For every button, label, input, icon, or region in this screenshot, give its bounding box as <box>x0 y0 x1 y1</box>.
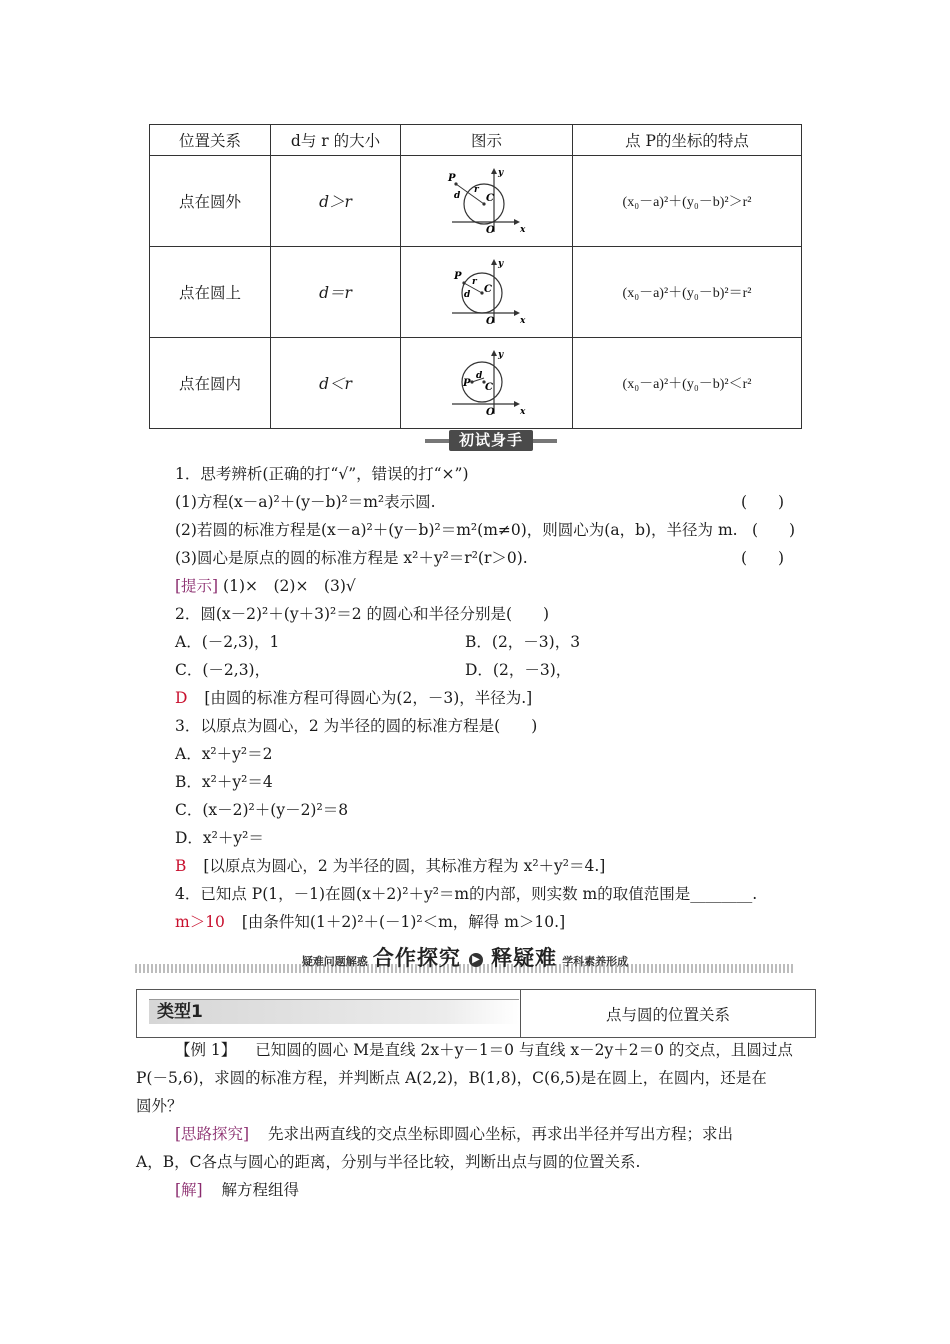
size-cell: d＞r <box>271 156 401 247</box>
solution-line <box>175 1180 299 1200</box>
table-row <box>150 156 802 247</box>
size-cell: d＜r <box>271 338 401 429</box>
banner-left-bar <box>425 439 451 443</box>
banner-right-bar <box>531 439 557 443</box>
divider-left-caption: 疑难问题解惑 <box>301 955 368 968</box>
q1-item-1: (1)方程(x－a)²＋(y－b)²＝m²表示圆. <box>175 493 436 511</box>
example-tag: 【例 1】 <box>175 1041 237 1059</box>
point-on-circle-figure <box>442 257 532 327</box>
label-d: d <box>453 191 460 201</box>
divider-text <box>135 942 795 972</box>
formula-cell: (x₀－a)²＋(y₀－b)²＜r² <box>573 338 802 429</box>
relation-cell: 点在圆内 <box>150 338 271 429</box>
figure-cell <box>401 156 573 247</box>
q1-item-3-paren: ( ) <box>741 549 785 567</box>
header-figure: 图示 <box>401 125 573 156</box>
figure-cell <box>401 338 573 429</box>
size-cell: d＝r <box>271 247 401 338</box>
solution-text: 解方程组得 <box>221 1181 300 1199</box>
example-line-1 <box>175 1040 793 1060</box>
divider-title-1: 合作探究 <box>372 946 461 970</box>
label-p: P <box>462 378 471 389</box>
q2-option-d: D．(2，－3)， <box>465 661 572 679</box>
q4-answer: m＞10 <box>175 913 225 931</box>
label-o: O <box>485 407 495 418</box>
q4-title: 4．已知点 P(1，－1)在圆(x＋2)²＋y²＝m的内部，则实数 m的取值范围是________. <box>175 885 758 903</box>
arrow-right-icon: ▶ <box>469 953 483 967</box>
idea-line-1 <box>175 1124 733 1144</box>
q1-title: 1．思考辨析(正确的打“√”，错误的打“×”) <box>175 465 469 483</box>
header-size: d与 r 的大小 <box>271 125 401 156</box>
type-tab-label: 类型1 <box>157 1002 203 1022</box>
label-p: P <box>453 271 462 282</box>
hint-tag: [提示] <box>175 577 219 595</box>
q2-option-b: B．(2，－3)，3 <box>465 633 581 651</box>
table-row <box>150 338 802 429</box>
q1-item-2-paren: ( ) <box>752 521 796 539</box>
hint-text: (1)× (2)× (3)√ <box>223 577 356 595</box>
label-c: C <box>483 284 492 295</box>
q1-item-2: (2)若圆的标准方程是(x－a)²＋(y－b)²＝m²(m≠0)，则圆心为(a，b)，半径为 m. <box>175 521 738 539</box>
label-c: C <box>485 193 494 204</box>
label-r: r <box>473 185 479 195</box>
q1-item-3: (3)圆心是原点的圆的标准方程是 x²＋y²＝r²(r＞0). <box>175 549 528 567</box>
label-y: y <box>497 168 503 178</box>
solution-tag: [解] <box>175 1181 203 1199</box>
label-d: d <box>463 290 470 300</box>
table-header-row <box>150 125 802 156</box>
label-d: d <box>475 371 482 381</box>
relation-cell: 点在圆外 <box>150 156 271 247</box>
banner-label: 初试身手 <box>449 430 533 451</box>
q3-option-a: A．x²＋y²＝2 <box>175 745 273 763</box>
section-divider <box>135 942 795 976</box>
q3-explanation: [以原点为圆心，2 为半径的圆，其标准方程为 x²＋y²＝4.] <box>203 857 606 875</box>
label-c: C <box>484 382 493 393</box>
header-feature: 点 P的坐标的特点 <box>573 125 802 156</box>
formula-cell: (x₀－a)²＋(y₀－b)²＞r² <box>573 156 802 247</box>
q2-answer-row <box>175 688 532 708</box>
idea-tag: [思路探究] <box>175 1125 250 1143</box>
divider-right-caption: 学科素养形成 <box>562 955 629 968</box>
type-title: 点与圆的位置关系 <box>605 1006 730 1024</box>
label-x: x <box>519 316 525 326</box>
label-o: O <box>485 316 495 327</box>
idea-line-2: A，B，C各点与圆心的距离，分别与半径比较，判断出点与圆的位置关系. <box>136 1153 641 1171</box>
table-row <box>150 247 802 338</box>
label-y: y <box>497 350 503 360</box>
example-text-1: 已知圆的圆心 M是直线 2x＋y－1＝0 与直线 x－2y＋2＝0 的交点，且圆过点 <box>255 1041 793 1059</box>
point-outside-circle-figure <box>442 166 532 236</box>
idea-text-1: 先求出两直线的交点坐标即圆心坐标，再求出半径并写出方程；求出 <box>268 1125 734 1143</box>
y-axis-arrow <box>491 168 497 174</box>
type-heading-box <box>136 989 816 1038</box>
label-r: r <box>471 277 477 287</box>
q2-title: 2．圆(x－2)²＋(y＋3)²＝2 的圆心和半径分别是( ) <box>175 605 550 623</box>
figure-cell <box>401 247 573 338</box>
label-y: y <box>497 259 503 269</box>
position-relation-table <box>149 124 802 429</box>
q3-option-c: C．(x－2)²＋(y－2)²＝8 <box>175 801 349 819</box>
q2-answer: D <box>175 689 188 707</box>
q3-option-b: B．x²＋y²＝4 <box>175 773 273 791</box>
relation-cell: 点在圆上 <box>150 247 271 338</box>
formula-cell: (x₀－a)²＋(y₀－b)²＝r² <box>573 247 802 338</box>
y-axis-arrow <box>491 350 497 356</box>
q2-explanation: [由圆的标准方程可得圆心为(2，－3)，半径为.] <box>204 689 533 707</box>
divider-title-2: 释疑难 <box>491 946 558 970</box>
type-tab <box>149 999 519 1024</box>
q1-hint-row <box>175 576 356 596</box>
q4-answer-row <box>175 912 565 932</box>
header-relation: 位置关系 <box>150 125 271 156</box>
label-p: P <box>447 173 456 184</box>
example-line-2: P(－5,6)，求圆的标准方程，并判断点 A(2,2)，B(1,8)，C(6,5)是在圆上，在圆内，还是在 <box>136 1069 767 1087</box>
label-x: x <box>519 225 525 235</box>
example-line-3: 圆外？ <box>136 1097 183 1115</box>
point-inside-circle-figure <box>442 348 532 418</box>
q2-option-a: A．(－2,3)，1 <box>175 633 280 651</box>
label-o: O <box>485 225 495 236</box>
q3-title: 3．以原点为圆心，2 为半径的圆的标准方程是( ) <box>175 717 538 735</box>
q3-option-d: D．x²＋y²＝ <box>175 829 264 847</box>
q2-option-c: C．(－2,3)， <box>175 661 271 679</box>
y-axis-arrow <box>491 259 497 265</box>
q1-item-1-paren: ( ) <box>741 493 785 511</box>
q3-answer: B <box>175 857 187 875</box>
q3-answer-row <box>175 856 605 876</box>
section-banner-first-try <box>425 428 557 454</box>
label-x: x <box>519 407 525 417</box>
q4-explanation: [由条件知(1＋2)²＋(－1)²＜m，解得 m＞10.] <box>241 913 566 931</box>
